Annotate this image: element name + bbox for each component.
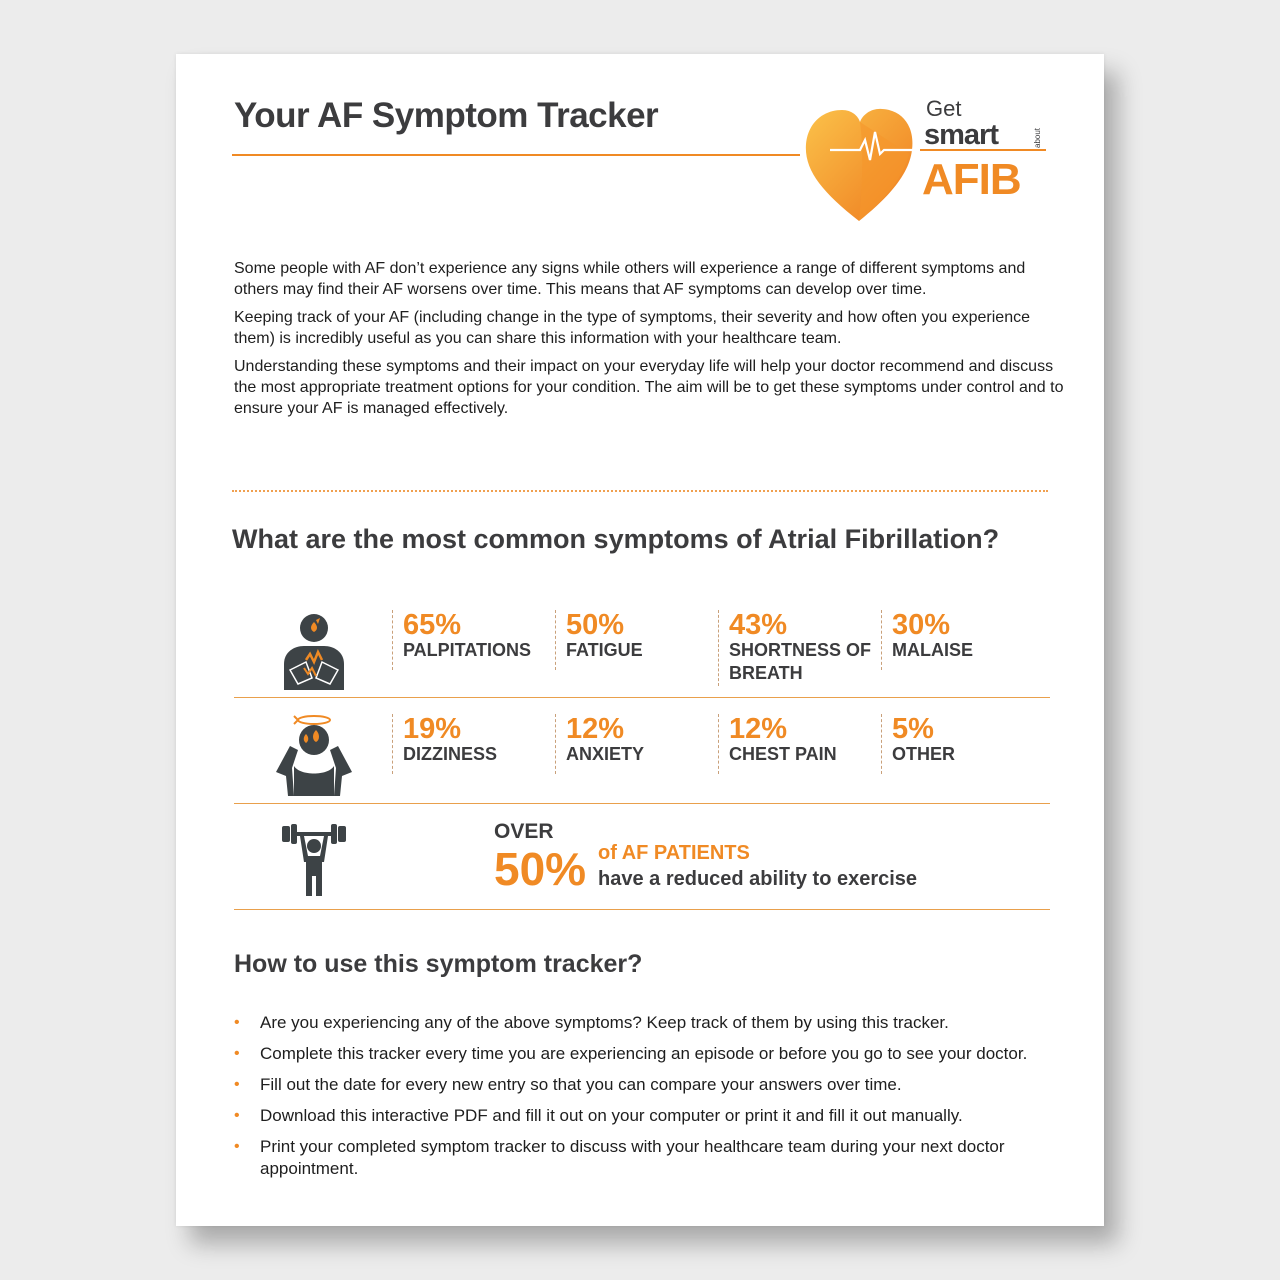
intro-paragraph: Understanding these symptoms and their impact on your everyday life will help your doctor recommend and discuss the most appropriate treatment options for your condition. The aim will be to get these symptoms under control and to ensure your AF is managed effectively. xyxy=(234,358,1064,417)
list-item xyxy=(234,1136,1054,1180)
document-page xyxy=(176,54,1104,1226)
stat-label: CHEST PAIN xyxy=(729,744,837,764)
stat-dizziness xyxy=(392,714,497,774)
stat-percent: 43% xyxy=(729,609,788,641)
row-divider xyxy=(234,803,1050,804)
bullet-icon: • xyxy=(234,1076,240,1093)
section-divider xyxy=(232,490,1048,492)
get-smart-about-afib-logo xyxy=(802,92,1052,232)
logo-afib: AFIB xyxy=(922,155,1021,204)
dizziness-person-icon xyxy=(272,710,356,796)
stat-percent: 5% xyxy=(892,713,934,745)
list-item xyxy=(234,1012,1054,1034)
list-item-text: Print your completed symptom tracker to discuss with your healthcare team during your next doctor appointment. xyxy=(260,1137,1005,1178)
stat-percent: 30% xyxy=(892,609,951,641)
stat-anxiety xyxy=(555,714,644,774)
stat-percent: 12% xyxy=(729,713,788,745)
stat-percent: 65% xyxy=(403,609,462,641)
howto-list xyxy=(234,1012,1054,1189)
stat-other xyxy=(881,714,955,774)
list-item-text: Download this interactive PDF and fill it out on your computer or print it and fill it out manually. xyxy=(260,1106,963,1125)
logo-about: about xyxy=(1033,127,1042,148)
list-item-text: Are you experiencing any of the above symptoms? Keep track of them by using this tracker. xyxy=(260,1013,949,1032)
stat-label: OTHER xyxy=(892,744,955,764)
stat-palpitations xyxy=(392,610,531,670)
logo-get: Get xyxy=(926,96,962,121)
intro-paragraph: Keeping track of your AF (including change in the type of symptoms, their severity and how often you experience them) is incredibly useful as you can share this information with your healthcare team. xyxy=(234,309,1030,347)
list-item xyxy=(234,1105,1054,1127)
stat-label: MALAISE xyxy=(892,640,973,660)
list-item-text: Complete this tracker every time you are experiencing an episode or before you go to see your doctor. xyxy=(260,1044,1028,1063)
stat-label: FATIGUE xyxy=(566,640,643,660)
list-item xyxy=(234,1074,1054,1096)
page-title: Your AF Symptom Tracker xyxy=(234,96,659,135)
stat-percent: 12% xyxy=(566,713,625,745)
list-item-text: Fill out the date for every new entry so that you can compare your answers over time. xyxy=(260,1075,902,1094)
bullet-icon: • xyxy=(234,1014,240,1031)
stat-shortness-of-breath xyxy=(718,610,881,686)
stat-percent: 50% xyxy=(566,609,625,641)
list-item xyxy=(234,1043,1054,1065)
stat-label: SHORTNESS OF BREATH xyxy=(729,640,872,683)
stat-malaise xyxy=(881,610,973,670)
exercise-line1: of AF PATIENTS xyxy=(598,842,750,864)
stat-label: ANXIETY xyxy=(566,744,645,764)
weightlifter-icon xyxy=(280,822,348,898)
howto-heading: How to use this symptom tracker? xyxy=(234,950,643,978)
stat-fatigue xyxy=(555,610,643,670)
title-underline xyxy=(232,154,800,156)
bullet-icon: • xyxy=(234,1107,240,1124)
exercise-percent: 50% xyxy=(494,843,587,895)
exercise-line2: have a reduced ability to exercise xyxy=(598,868,918,890)
intro-text xyxy=(234,258,1064,426)
stat-chest-pain xyxy=(718,714,837,774)
bullet-icon: • xyxy=(234,1045,240,1062)
exercise-over: OVER xyxy=(494,820,554,843)
row-divider xyxy=(234,697,1050,698)
stat-label: PALPITATIONS xyxy=(403,640,531,660)
logo-smart: smart xyxy=(924,119,998,151)
palpitations-person-icon xyxy=(276,612,352,690)
bullet-icon: • xyxy=(234,1138,240,1155)
symptoms-heading: What are the most common symptoms of Atrial Fibrillation? xyxy=(232,524,1000,554)
intro-paragraph: Some people with AF don’t experience any signs while others will experience a range of different symptoms and others may find their AF worsens over time. This means that AF symptoms can develop over time. xyxy=(234,260,1026,298)
stat-label: DIZZINESS xyxy=(403,744,498,764)
row-divider xyxy=(234,909,1050,910)
stat-percent: 19% xyxy=(403,713,462,745)
